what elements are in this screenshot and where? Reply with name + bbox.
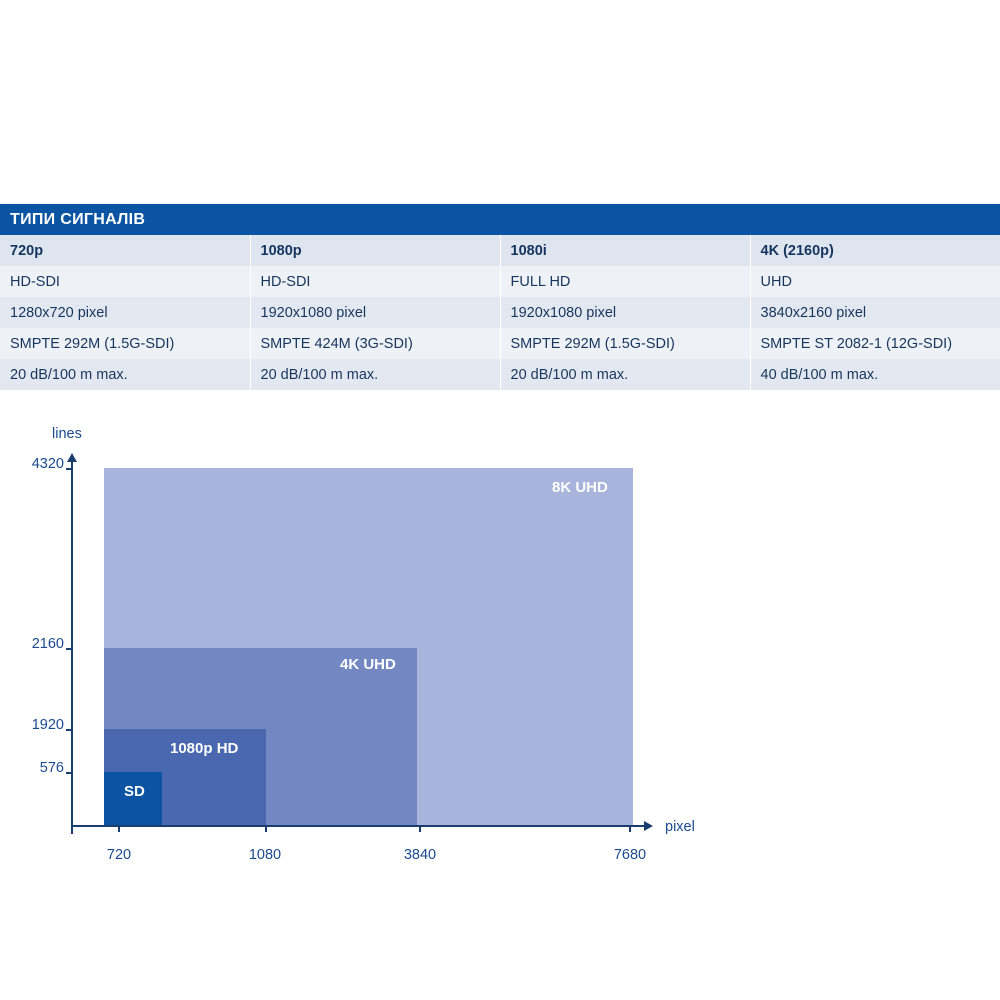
x-tick-3840: 3840 — [403, 847, 437, 863]
x-tick-mark — [265, 826, 267, 832]
y-axis-arrow-icon — [67, 453, 77, 462]
chart-bar-label-sd: SD — [124, 783, 145, 800]
table-cell: 1280x720 pixel — [0, 297, 250, 328]
column-header-1080p: 1080p — [250, 235, 500, 266]
table-cell: 20 dB/100 m max. — [250, 359, 500, 390]
y-axis-label: lines — [52, 426, 82, 442]
table-row — [0, 359, 1000, 390]
y-tick-mark — [66, 468, 72, 470]
table-cell: HD-SDI — [0, 266, 250, 297]
signal-types-table — [0, 235, 1000, 390]
y-tick-2160: 2160 — [31, 636, 64, 652]
table-row — [0, 297, 1000, 328]
x-tick-7680: 7680 — [613, 847, 647, 863]
table-cell: SMPTE 292M (1.5G-SDI) — [0, 328, 250, 359]
table-cell: HD-SDI — [250, 266, 500, 297]
x-tick-720: 720 — [106, 847, 132, 863]
y-tick-576: 576 — [39, 760, 64, 776]
resolution-comparison-chart — [0, 404, 1000, 904]
x-axis-label: pixel — [665, 819, 695, 835]
chart-bar-label-1080p: 1080p HD — [170, 740, 239, 757]
table-cell: 40 dB/100 m max. — [750, 359, 1000, 390]
chart-bar-label-4k: 4K UHD — [340, 656, 396, 673]
table-cell: 1920x1080 pixel — [500, 297, 750, 328]
signal-types-table-section — [0, 204, 1000, 390]
y-tick-mark — [66, 648, 72, 650]
table-title: ТИПИ СИГНАЛІВ — [0, 204, 1000, 235]
column-header-4k: 4K (2160p) — [750, 235, 1000, 266]
table-cell: UHD — [750, 266, 1000, 297]
table-cell: 20 dB/100 m max. — [500, 359, 750, 390]
y-tick-mark — [66, 729, 72, 731]
table-cell: SMPTE ST 2082-1 (12G-SDI) — [750, 328, 1000, 359]
chart-bar-label-8k: 8K UHD — [552, 479, 608, 496]
table-cell: 1920x1080 pixel — [250, 297, 500, 328]
table-header-row — [0, 235, 1000, 266]
x-tick-1080: 1080 — [248, 847, 282, 863]
table-cell: SMPTE 424M (3G-SDI) — [250, 328, 500, 359]
x-tick-mark — [118, 826, 120, 832]
y-tick-1920: 1920 — [31, 717, 64, 733]
x-axis-arrow-icon — [644, 821, 653, 831]
table-row — [0, 328, 1000, 359]
table-row — [0, 266, 1000, 297]
column-header-720p: 720p — [0, 235, 250, 266]
y-tick-4320: 4320 — [31, 456, 64, 472]
table-cell: 20 dB/100 m max. — [0, 359, 250, 390]
x-axis-line — [71, 825, 644, 827]
x-tick-mark — [419, 826, 421, 832]
column-header-1080i: 1080i — [500, 235, 750, 266]
table-cell: SMPTE 292M (1.5G-SDI) — [500, 328, 750, 359]
table-cell: FULL HD — [500, 266, 750, 297]
y-tick-mark — [66, 772, 72, 774]
table-cell: 3840x2160 pixel — [750, 297, 1000, 328]
x-tick-mark — [629, 826, 631, 832]
